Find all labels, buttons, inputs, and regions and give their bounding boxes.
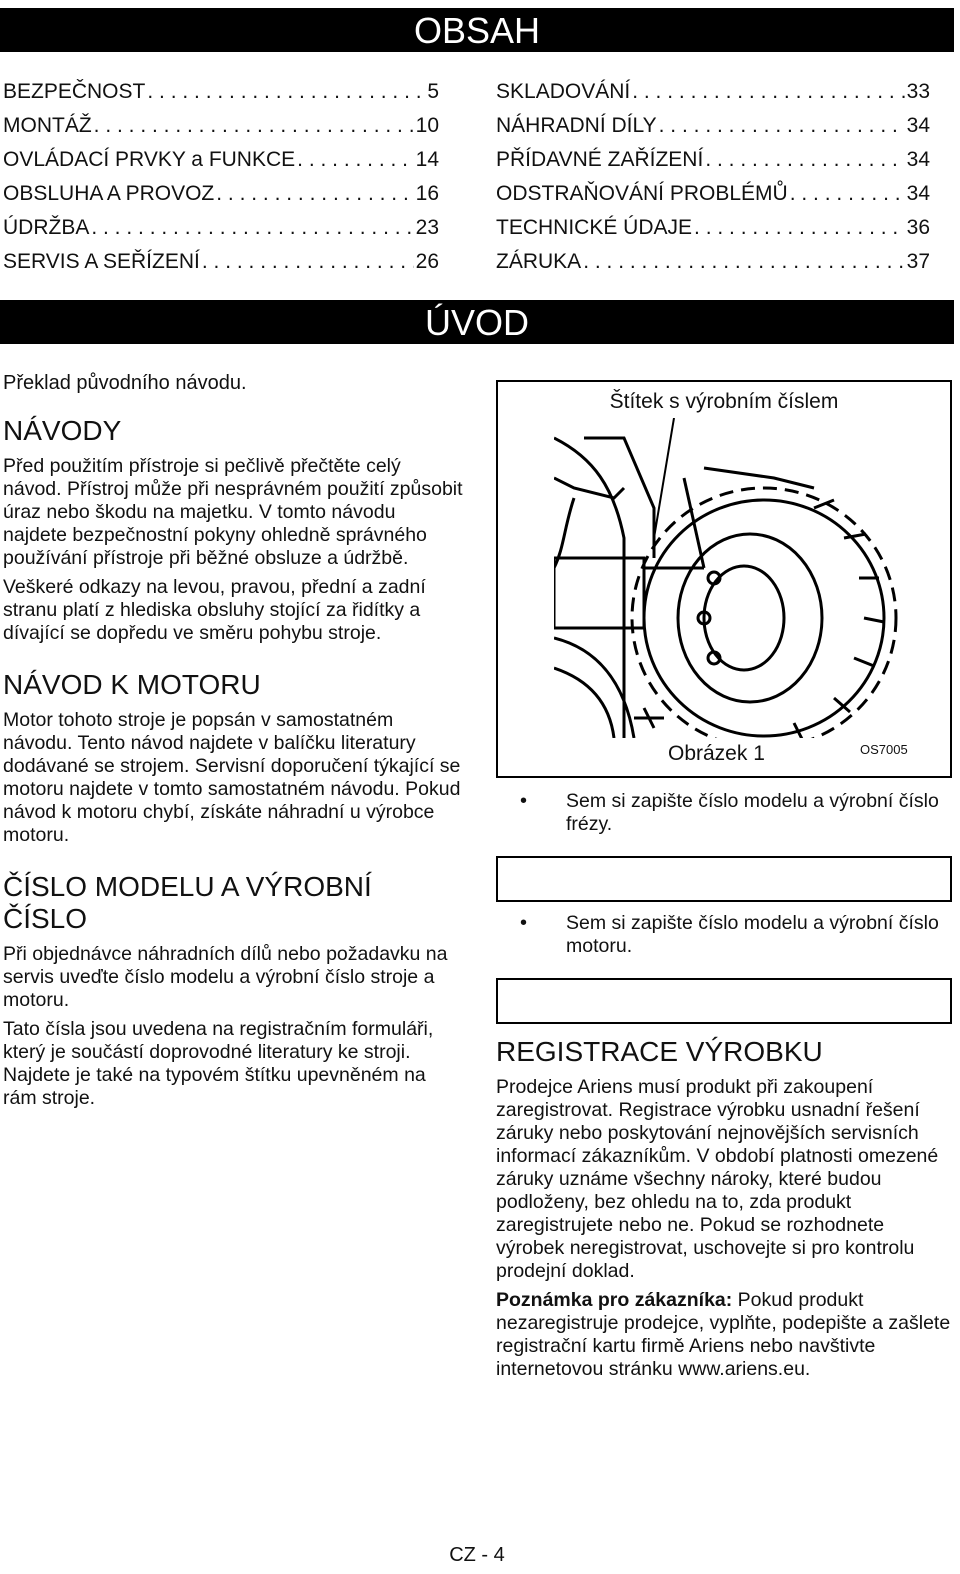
- translation-note: Překlad původního návodu.: [3, 372, 247, 394]
- snowblower-illustration: [554, 418, 960, 738]
- contents-title: OBSAH: [413, 10, 541, 51]
- toc-entry[interactable]: [496, 148, 930, 182]
- toc-entry-title: ZÁRUKA: [496, 250, 582, 273]
- toc-entry-page: 26: [415, 250, 439, 273]
- bullet-engine-text: Sem si zapište číslo modelu a výrobní číslo motoru.: [566, 912, 939, 957]
- registration-note-text: Pokud produkt nezaregistruje prodejce, vyplňte, podepište a zašlete registrační kartu firmě Ariens nebo navštivte internetovou stránku www.ariens.eu.: [496, 1289, 951, 1380]
- toc-entry-title: SERVIS A SEŘÍZENÍ: [3, 250, 200, 273]
- bullet-engine-number: [520, 912, 952, 958]
- toc-leader-dots: [147, 80, 425, 104]
- toc-entry[interactable]: [3, 216, 439, 250]
- navody-paragraph-2: Veškeré odkazy na levou, pravou, přední a zadní stranu platí z hlediska obsluhy stojící za řidítky a dívající se dopředu ve směru pohybu stroje.: [3, 576, 426, 644]
- toc-entry-page: 37: [906, 250, 930, 273]
- motor-heading: NÁVOD K MOTORU: [3, 669, 261, 700]
- bullet-machine-number: [520, 790, 952, 836]
- toc-entry-page: 16: [415, 182, 439, 205]
- navody-heading: NÁVODY: [3, 415, 122, 446]
- toc-entry-page: 14: [415, 148, 439, 171]
- contents-header-bar: [0, 8, 954, 52]
- toc-leader-dots: [632, 80, 904, 104]
- toc-right-column: [496, 80, 930, 284]
- bullet-dot: •: [520, 790, 528, 812]
- registration-section: [496, 1036, 954, 1381]
- registration-note: [496, 1289, 954, 1381]
- registration-heading: REGISTRACE VÝROBKU: [496, 1036, 823, 1067]
- bullet-machine-text: Sem si zapište číslo modelu a výrobní číslo frézy.: [566, 790, 939, 835]
- toc-entry-title: MONTÁŽ: [3, 114, 92, 137]
- toc-leader-dots: [705, 148, 904, 172]
- toc-leader-dots: [91, 216, 413, 240]
- toc-entry[interactable]: [496, 182, 930, 216]
- figure-caption: Obrázek 1: [668, 742, 765, 765]
- toc-entry-page: 34: [906, 182, 930, 205]
- registration-note-label: Poznámka pro zákazníka:: [496, 1289, 733, 1311]
- left-column: [3, 372, 463, 1110]
- toc-leader-dots: [216, 182, 413, 206]
- toc-entry-page: 36: [906, 216, 930, 239]
- intro-header-bar: [0, 300, 954, 344]
- toc-leader-dots: [202, 250, 414, 274]
- toc-entry-title: NÁHRADNÍ DÍLY: [496, 114, 657, 137]
- toc-leader-dots: [790, 182, 905, 206]
- toc-entry[interactable]: [3, 148, 439, 182]
- toc-entry[interactable]: [496, 114, 930, 148]
- toc-leader-dots: [94, 114, 414, 138]
- toc-entry-title: PŘÍDAVNÉ ZAŘÍZENÍ: [496, 148, 704, 171]
- toc-entry-title: ÚDRŽBA: [3, 216, 90, 239]
- toc-entry-title: TECHNICKÉ ÚDAJE: [496, 216, 693, 239]
- toc-entry[interactable]: [496, 216, 930, 250]
- model-paragraph-2: Tato čísla jsou uvedena na registračním formuláři, který je součástí doprovodné literatury ke stroji. Najdete je také na typovém štítku upevněném na rám stroje.: [3, 1018, 434, 1109]
- toc-leader-dots: [694, 216, 905, 240]
- motor-paragraph: Motor tohoto stroje je popsán v samostatném návodu. Tento návod najdete v balíčku literatury dodávané se strojem. Servisní doporučení týkající se motoru najdete v tomto samostatném návodu. Pokud návod k motoru chybí, získáte náhradní u výrobce motoru.: [3, 709, 461, 846]
- toc-entry-page: 10: [415, 114, 439, 137]
- toc-entry[interactable]: [496, 250, 930, 284]
- toc-leader-dots: [583, 250, 904, 274]
- toc-entry[interactable]: [3, 114, 439, 148]
- toc-entry-page: 23: [415, 216, 439, 239]
- toc-entry-title: OBSLUHA A PROVOZ: [3, 182, 215, 205]
- toc-leader-dots: [297, 148, 413, 172]
- bullet-dot: •: [520, 912, 528, 934]
- registration-paragraph: Prodejce Ariens musí produkt při zakoupení zaregistrovat. Registrace výrobku usnadní řešení záruky nebo poskytování nejnovějších servisních informací zákazníkům. V období platnosti omezené záruky uznáme všechny nároky, které budou podloženy, bez ohledu na to, zda produkt zaregistrujete nebo ne. Pokud se rozhodnete výrobek neregistrovat, uschovejte si pro kontrolu prodejní doklad.: [496, 1076, 939, 1282]
- toc-entry-page: 34: [906, 148, 930, 171]
- toc-entry[interactable]: [3, 182, 439, 216]
- toc-entry-title: SKLADOVÁNÍ: [496, 80, 631, 103]
- figure-code: OS7005: [860, 742, 908, 757]
- serial-label-callout: Štítek s výrobním číslem: [609, 390, 839, 413]
- navody-paragraph-1: Před použitím přístroje si pečlivě přečtěte celý návod. Přístroj může při nesprávném použití způsobit úraz nebo škodu na majetku. V tomto návodu najdete bezpečnostní pokyny ohledně správného používání přístroje při běžné obsluze a údržbě.: [3, 455, 463, 569]
- toc-entry[interactable]: [3, 80, 439, 114]
- figure-1-box: [496, 380, 952, 778]
- toc-entry[interactable]: [496, 80, 930, 114]
- toc-entry-title: ODSTRAŇOVÁNÍ PROBLÉMŮ: [496, 182, 788, 205]
- toc-entry-page: 34: [906, 114, 930, 137]
- toc-entry-page: 5: [427, 80, 439, 103]
- toc-entry-title: OVLÁDACÍ PRVKY a FUNKCE: [3, 148, 296, 171]
- toc-left-column: [3, 80, 439, 284]
- engine-number-write-box[interactable]: [496, 978, 952, 1024]
- page-number: CZ - 4: [449, 1544, 505, 1566]
- model-heading: ČÍSLO MODELU A VÝROBNÍ ČÍSLO: [3, 871, 372, 934]
- toc-entry[interactable]: [3, 250, 439, 284]
- intro-title: ÚVOD: [424, 302, 529, 343]
- model-paragraph-1: Při objednávce náhradních dílů nebo požadavku na servis uveďte číslo modelu a výrobní číslo stroje a motoru.: [3, 943, 448, 1011]
- toc-entry-title: BEZPEČNOST: [3, 80, 146, 103]
- toc-entry-page: 33: [906, 80, 930, 103]
- toc-leader-dots: [659, 114, 905, 138]
- machine-number-write-box[interactable]: [496, 856, 952, 902]
